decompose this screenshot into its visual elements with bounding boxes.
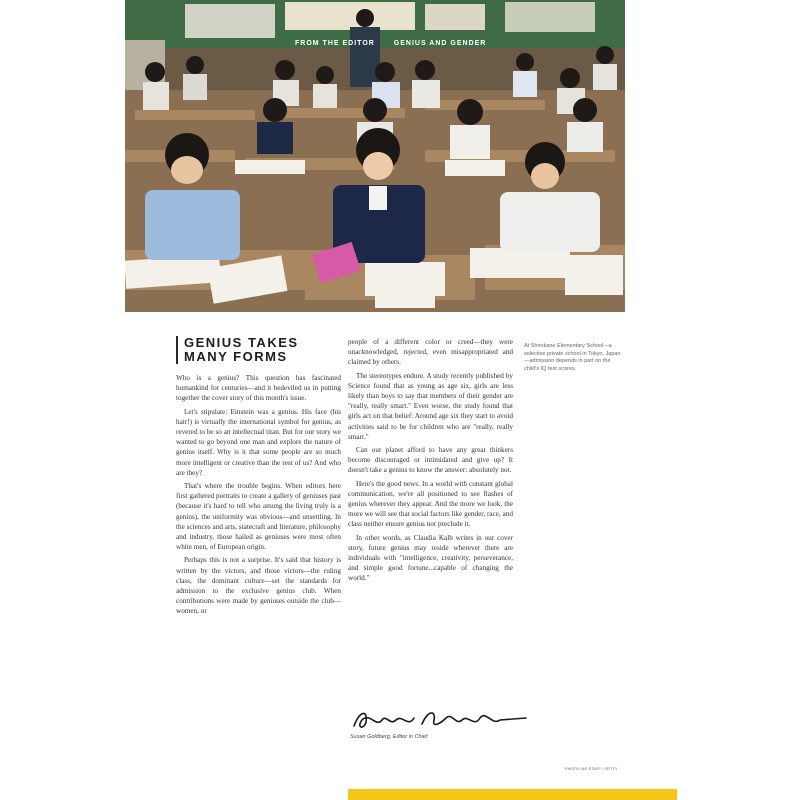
paragraph: Who is a genius? This question has fascinated humankind for centuries—and it bedeviled us in putting together the cover story of this month's issue. — [176, 374, 341, 403]
paragraph: Let's stipulate: Einstein was a genius. His face (his hair!) is virtually the international symbol for genius, as revered to be so an intellectual titan. But for our story we wanted to go beyond one man and explore the nature of genius itself. Why is it that some people are so much more intelligent or creative than the rest of us? And who are they? — [176, 407, 341, 477]
paragraph: people of a different color or creed—they were unacknowledged, rejected, even misappropriated and claimed by others. — [348, 338, 513, 367]
photo-credit: PHOTO: NG STAFF / GETTY — [565, 766, 618, 771]
paragraph: That's where the trouble begins. When editors here first gathered portraits to create a gallery of geniuses past (because it's hard to tell who among the living truly is a genius), the uniformity was obvious—and unsettling. In the sciences and arts, statecraft and literature, philosophy and industry, those hailed as geniuses were most often white men, of European origin. — [176, 482, 341, 552]
cover-photo — [125, 0, 625, 312]
signature-image — [350, 706, 530, 734]
paragraph: Here's the good news. In a world with constant global communication, we're all positioned to see flashes of genius wherever they appear. And the more we look, the more we will see that social factors like gender, race, and class neither ensure genius nor preclude it. — [348, 479, 513, 529]
photo-overlay-right: GENIUS AND GENDER — [393, 40, 487, 47]
paragraph: In other words, as Claudia Kalb writes in our cover story, future genius may reside wherever there are individuals with "intelligence, creativity, perseverance, and simple good fortune...capable of changing the world." — [348, 533, 513, 583]
photo-overlay-labels — [295, 40, 502, 47]
article-column-left — [176, 373, 341, 743]
paragraph: Perhaps this is not a surprise. It's said that history is written by the victors, and those victors—the ruling class, the dominant culture—set the standards for admission to the exclusive genius club. When contributions were made by geniuses outside the club—women, or — [176, 556, 341, 616]
paragraph: Can our planet afford to have any great thinkers become discouraged or intimidated and give up? It doesn't take a genius to know the answer: absolutely not. — [348, 446, 513, 475]
paragraph: The stereotypes endure. A study recently published by Science found that as young as age six, girls are less likely than boys to say that members of their gender are "really, really smart." Even worse, the study found that girls act on that belief: Around age six they start to avoid activities said to be for children who are "really, really smart." — [348, 371, 513, 441]
signer-name: Susan Goldberg, Editor in Chief — [350, 734, 428, 740]
photo-overlay-left: FROM THE EDITOR — [295, 40, 375, 47]
article-column-right — [348, 337, 513, 727]
article-headline: GENIUS TAKES MANY FORMS — [176, 336, 344, 364]
photo-caption: At Shirokane Elementary School—a selective private school in Tokyo, Japan—admission depends in part on the child's IQ test scores. — [524, 343, 621, 372]
brand-border-bar — [348, 789, 677, 800]
